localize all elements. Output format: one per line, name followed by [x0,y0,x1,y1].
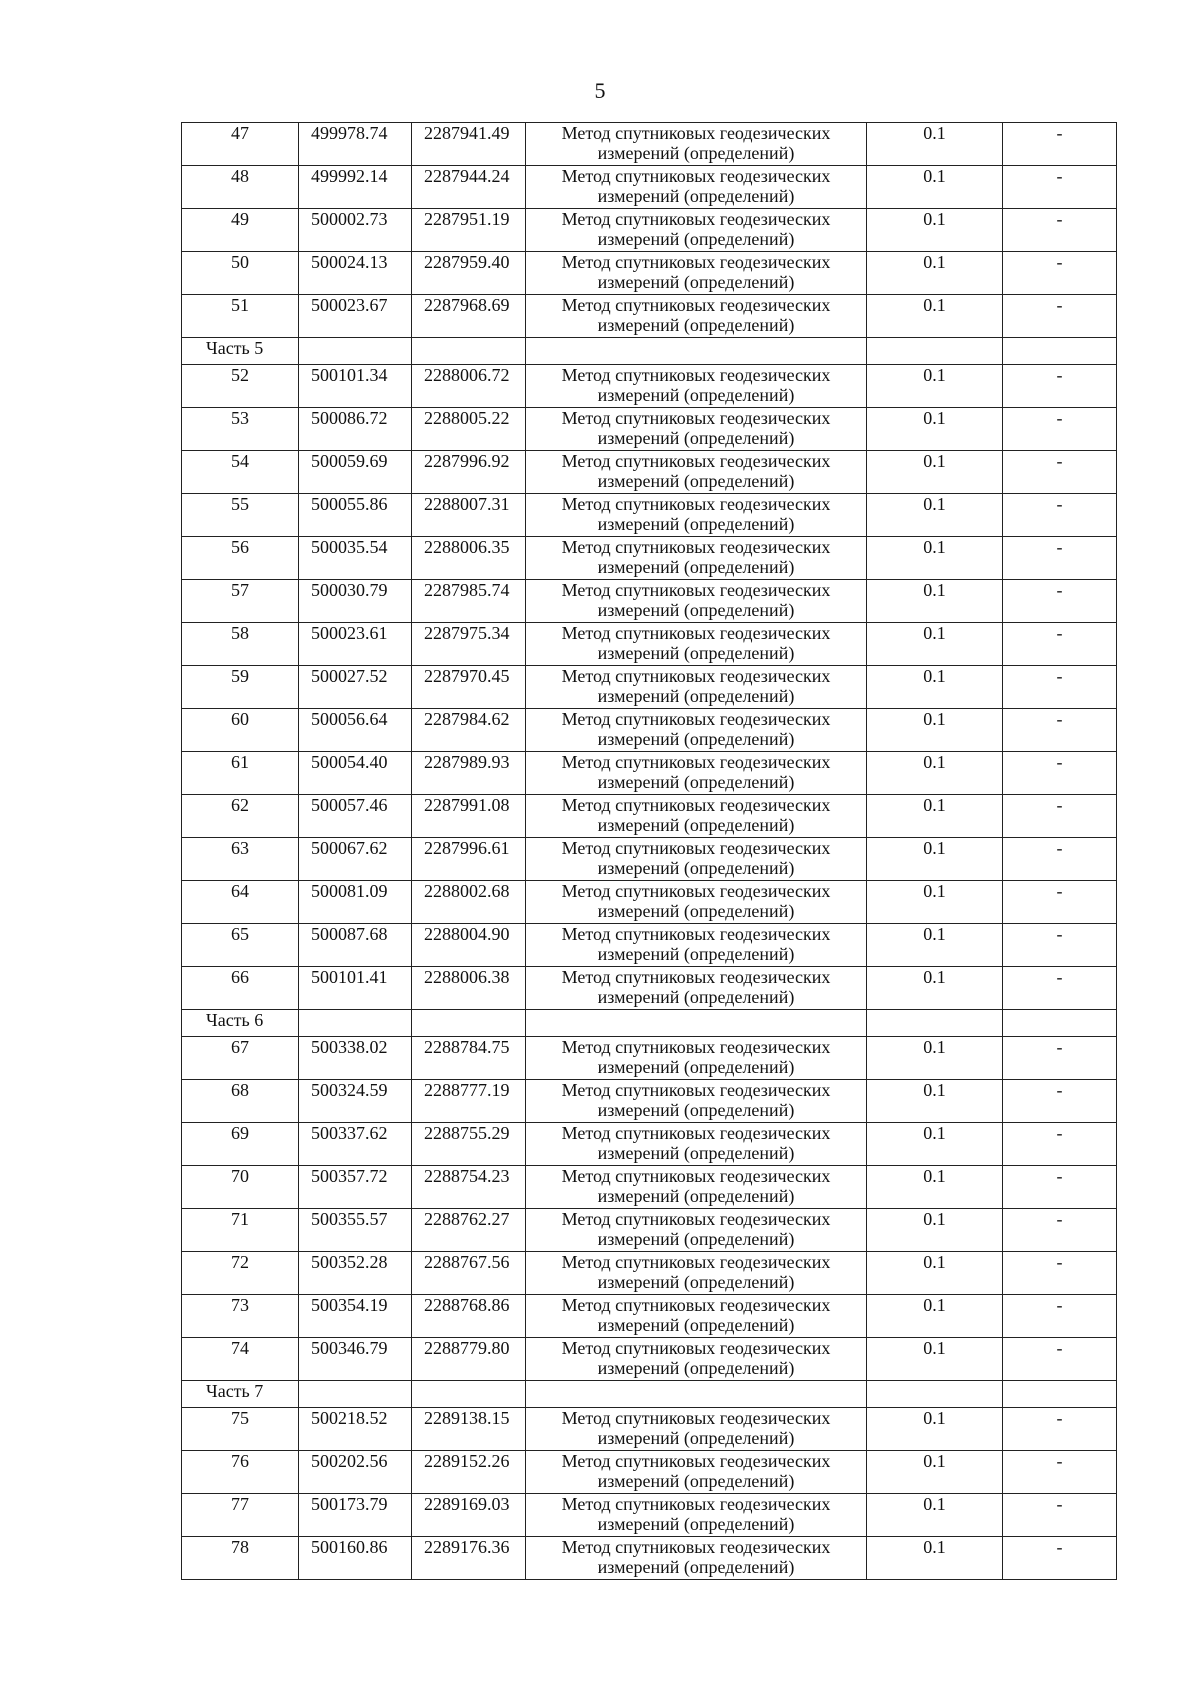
x-coordinate-cell: 500354.19 [299,1295,412,1338]
y-coordinate-cell: 2287985.74 [412,580,526,623]
method-cell: Метод спутниковых геодезических измерений (определений) [526,365,867,408]
table-row [182,1494,1117,1537]
table-row [182,408,1117,451]
part-empty-cell [299,338,412,365]
part-label: Часть 7 [182,1381,299,1408]
table-row [182,752,1117,795]
accuracy-cell: 0.1 [867,666,1003,709]
y-coordinate-cell: 2288004.90 [412,924,526,967]
accuracy-cell: 0.1 [867,838,1003,881]
table-row [182,1252,1117,1295]
x-coordinate-cell: 500337.62 [299,1123,412,1166]
x-coordinate-cell: 500101.34 [299,365,412,408]
accuracy-cell: 0.1 [867,1252,1003,1295]
accuracy-cell: 0.1 [867,252,1003,295]
part-empty-cell [526,338,867,365]
point-number-cell: 64 [182,881,299,924]
table-row [182,1037,1117,1080]
y-coordinate-cell: 2289176.36 [412,1537,526,1580]
description-cell: - [1003,795,1117,838]
method-cell: Метод спутниковых геодезических измерений (определений) [526,795,867,838]
x-coordinate-cell: 500081.09 [299,881,412,924]
method-cell: Метод спутниковых геодезических измерений (определений) [526,408,867,451]
table-row [182,795,1117,838]
accuracy-cell: 0.1 [867,795,1003,838]
method-cell: Метод спутниковых геодезических измерений (определений) [526,752,867,795]
x-coordinate-cell: 500067.62 [299,838,412,881]
table-row [182,1451,1117,1494]
coordinates-table-body [182,123,1117,1580]
part-empty-cell [1003,1010,1117,1037]
description-cell: - [1003,123,1117,166]
y-coordinate-cell: 2287975.34 [412,623,526,666]
part-empty-cell [526,1381,867,1408]
point-number-cell: 74 [182,1338,299,1381]
part-header-row [182,1381,1117,1408]
x-coordinate-cell: 500324.59 [299,1080,412,1123]
y-coordinate-cell: 2287996.61 [412,838,526,881]
y-coordinate-cell: 2288768.86 [412,1295,526,1338]
description-cell: - [1003,365,1117,408]
coordinates-table [181,122,1117,1580]
x-coordinate-cell: 500160.86 [299,1537,412,1580]
method-cell: Метод спутниковых геодезических измерений (определений) [526,1295,867,1338]
x-coordinate-cell: 500087.68 [299,924,412,967]
part-empty-cell [412,1010,526,1037]
table-row [182,209,1117,252]
table-row [182,451,1117,494]
x-coordinate-cell: 500030.79 [299,580,412,623]
point-number-cell: 50 [182,252,299,295]
description-cell: - [1003,881,1117,924]
point-number-cell: 71 [182,1209,299,1252]
x-coordinate-cell: 500346.79 [299,1338,412,1381]
table-row [182,1123,1117,1166]
accuracy-cell: 0.1 [867,365,1003,408]
table-row [182,666,1117,709]
method-cell: Метод спутниковых геодезических измерений (определений) [526,1338,867,1381]
y-coordinate-cell: 2287970.45 [412,666,526,709]
method-cell: Метод спутниковых геодезических измерений (определений) [526,1123,867,1166]
description-cell: - [1003,1252,1117,1295]
description-cell: - [1003,1295,1117,1338]
description-cell: - [1003,1451,1117,1494]
x-coordinate-cell: 500056.64 [299,709,412,752]
description-cell: - [1003,295,1117,338]
y-coordinate-cell: 2289152.26 [412,1451,526,1494]
description-cell: - [1003,1494,1117,1537]
description-cell: - [1003,408,1117,451]
part-empty-cell [867,1010,1003,1037]
method-cell: Метод спутниковых геодезических измерений (определений) [526,1080,867,1123]
y-coordinate-cell: 2288006.35 [412,537,526,580]
y-coordinate-cell: 2287996.92 [412,451,526,494]
accuracy-cell: 0.1 [867,1338,1003,1381]
part-header-row [182,338,1117,365]
accuracy-cell: 0.1 [867,709,1003,752]
table-row [182,1408,1117,1451]
accuracy-cell: 0.1 [867,1037,1003,1080]
point-number-cell: 61 [182,752,299,795]
x-coordinate-cell: 500035.54 [299,537,412,580]
point-number-cell: 65 [182,924,299,967]
point-number-cell: 78 [182,1537,299,1580]
point-number-cell: 63 [182,838,299,881]
y-coordinate-cell: 2288784.75 [412,1037,526,1080]
x-coordinate-cell: 500059.69 [299,451,412,494]
table-row [182,838,1117,881]
table-row [182,252,1117,295]
point-number-cell: 75 [182,1408,299,1451]
description-cell: - [1003,709,1117,752]
accuracy-cell: 0.1 [867,123,1003,166]
table-row [182,881,1117,924]
description-cell: - [1003,1037,1117,1080]
y-coordinate-cell: 2289169.03 [412,1494,526,1537]
description-cell: - [1003,209,1117,252]
accuracy-cell: 0.1 [867,1209,1003,1252]
description-cell: - [1003,752,1117,795]
point-number-cell: 53 [182,408,299,451]
point-number-cell: 52 [182,365,299,408]
point-number-cell: 68 [182,1080,299,1123]
y-coordinate-cell: 2287941.49 [412,123,526,166]
table-row [182,1209,1117,1252]
description-cell: - [1003,623,1117,666]
part-empty-cell [412,1381,526,1408]
method-cell: Метод спутниковых геодезических измерений (определений) [526,123,867,166]
y-coordinate-cell: 2288779.80 [412,1338,526,1381]
point-number-cell: 58 [182,623,299,666]
description-cell: - [1003,252,1117,295]
x-coordinate-cell: 500027.52 [299,666,412,709]
x-coordinate-cell: 500355.57 [299,1209,412,1252]
x-coordinate-cell: 499978.74 [299,123,412,166]
point-number-cell: 48 [182,166,299,209]
accuracy-cell: 0.1 [867,967,1003,1010]
accuracy-cell: 0.1 [867,752,1003,795]
table-row [182,709,1117,752]
accuracy-cell: 0.1 [867,1494,1003,1537]
accuracy-cell: 0.1 [867,881,1003,924]
description-cell: - [1003,451,1117,494]
description-cell: - [1003,1338,1117,1381]
method-cell: Метод спутниковых геодезических измерений (определений) [526,166,867,209]
method-cell: Метод спутниковых геодезических измерений (определений) [526,1451,867,1494]
method-cell: Метод спутниковых геодезических измерений (определений) [526,494,867,537]
y-coordinate-cell: 2288767.56 [412,1252,526,1295]
y-coordinate-cell: 2287984.62 [412,709,526,752]
part-empty-cell [867,338,1003,365]
method-cell: Метод спутниковых геодезических измерений (определений) [526,295,867,338]
y-coordinate-cell: 2287991.08 [412,795,526,838]
method-cell: Метод спутниковых геодезических измерений (определений) [526,537,867,580]
table-row [182,1166,1117,1209]
point-number-cell: 77 [182,1494,299,1537]
x-coordinate-cell: 500054.40 [299,752,412,795]
accuracy-cell: 0.1 [867,580,1003,623]
accuracy-cell: 0.1 [867,1080,1003,1123]
method-cell: Метод спутниковых геодезических измерений (определений) [526,1537,867,1580]
accuracy-cell: 0.1 [867,1451,1003,1494]
description-cell: - [1003,1209,1117,1252]
y-coordinate-cell: 2288755.29 [412,1123,526,1166]
description-cell: - [1003,838,1117,881]
method-cell: Метод спутниковых геодезических измерений (определений) [526,1408,867,1451]
y-coordinate-cell: 2287989.93 [412,752,526,795]
accuracy-cell: 0.1 [867,295,1003,338]
description-cell: - [1003,1080,1117,1123]
y-coordinate-cell: 2288754.23 [412,1166,526,1209]
method-cell: Метод спутниковых геодезических измерений (определений) [526,209,867,252]
part-empty-cell [412,338,526,365]
method-cell: Метод спутниковых геодезических измерений (определений) [526,451,867,494]
accuracy-cell: 0.1 [867,1295,1003,1338]
table-row [182,967,1117,1010]
x-coordinate-cell: 500057.46 [299,795,412,838]
description-cell: - [1003,1408,1117,1451]
accuracy-cell: 0.1 [867,408,1003,451]
description-cell: - [1003,537,1117,580]
point-number-cell: 51 [182,295,299,338]
y-coordinate-cell: 2287944.24 [412,166,526,209]
y-coordinate-cell: 2289138.15 [412,1408,526,1451]
part-label: Часть 6 [182,1010,299,1037]
x-coordinate-cell: 500086.72 [299,408,412,451]
method-cell: Метод спутниковых геодезических измерений (определений) [526,1252,867,1295]
accuracy-cell: 0.1 [867,1408,1003,1451]
method-cell: Метод спутниковых геодезических измерений (определений) [526,838,867,881]
y-coordinate-cell: 2288777.19 [412,1080,526,1123]
x-coordinate-cell: 500024.13 [299,252,412,295]
table-row [182,123,1117,166]
y-coordinate-cell: 2288005.22 [412,408,526,451]
x-coordinate-cell: 500023.61 [299,623,412,666]
x-coordinate-cell: 500055.86 [299,494,412,537]
table-row [182,924,1117,967]
x-coordinate-cell: 500002.73 [299,209,412,252]
method-cell: Метод спутниковых геодезических измерений (определений) [526,967,867,1010]
table-row [182,1080,1117,1123]
description-cell: - [1003,924,1117,967]
method-cell: Метод спутниковых геодезических измерений (определений) [526,924,867,967]
point-number-cell: 70 [182,1166,299,1209]
part-empty-cell [1003,338,1117,365]
method-cell: Метод спутниковых геодезических измерений (определений) [526,252,867,295]
method-cell: Метод спутниковых геодезических измерений (определений) [526,623,867,666]
point-number-cell: 59 [182,666,299,709]
x-coordinate-cell: 500023.67 [299,295,412,338]
point-number-cell: 67 [182,1037,299,1080]
point-number-cell: 57 [182,580,299,623]
x-coordinate-cell: 500101.41 [299,967,412,1010]
part-empty-cell [526,1010,867,1037]
description-cell: - [1003,166,1117,209]
accuracy-cell: 0.1 [867,1123,1003,1166]
part-empty-cell [299,1010,412,1037]
point-number-cell: 69 [182,1123,299,1166]
point-number-cell: 62 [182,795,299,838]
description-cell: - [1003,666,1117,709]
method-cell: Метод спутниковых геодезических измерений (определений) [526,1037,867,1080]
part-empty-cell [299,1381,412,1408]
table-row [182,580,1117,623]
part-empty-cell [867,1381,1003,1408]
accuracy-cell: 0.1 [867,924,1003,967]
method-cell: Метод спутниковых геодезических измерений (определений) [526,1494,867,1537]
table-row [182,166,1117,209]
part-header-row [182,1010,1117,1037]
description-cell: - [1003,1537,1117,1580]
description-cell: - [1003,1123,1117,1166]
point-number-cell: 60 [182,709,299,752]
description-cell: - [1003,967,1117,1010]
accuracy-cell: 0.1 [867,1166,1003,1209]
accuracy-cell: 0.1 [867,1537,1003,1580]
y-coordinate-cell: 2287968.69 [412,295,526,338]
accuracy-cell: 0.1 [867,494,1003,537]
x-coordinate-cell: 500218.52 [299,1408,412,1451]
accuracy-cell: 0.1 [867,451,1003,494]
table-row [182,365,1117,408]
accuracy-cell: 0.1 [867,209,1003,252]
part-empty-cell [1003,1381,1117,1408]
point-number-cell: 56 [182,537,299,580]
method-cell: Метод спутниковых геодезических измерений (определений) [526,1166,867,1209]
table-row [182,537,1117,580]
table-row [182,494,1117,537]
x-coordinate-cell: 500173.79 [299,1494,412,1537]
point-number-cell: 73 [182,1295,299,1338]
point-number-cell: 47 [182,123,299,166]
accuracy-cell: 0.1 [867,623,1003,666]
table-row [182,295,1117,338]
point-number-cell: 55 [182,494,299,537]
point-number-cell: 66 [182,967,299,1010]
y-coordinate-cell: 2287951.19 [412,209,526,252]
accuracy-cell: 0.1 [867,537,1003,580]
page-number: 5 [594,78,606,103]
method-cell: Метод спутниковых геодезических измерений (определений) [526,666,867,709]
x-coordinate-cell: 500352.28 [299,1252,412,1295]
y-coordinate-cell: 2287959.40 [412,252,526,295]
table-row [182,1338,1117,1381]
table-row [182,1295,1117,1338]
description-cell: - [1003,494,1117,537]
x-coordinate-cell: 500202.56 [299,1451,412,1494]
method-cell: Метод спутниковых геодезических измерений (определений) [526,881,867,924]
method-cell: Метод спутниковых геодезических измерений (определений) [526,580,867,623]
part-label: Часть 5 [182,338,299,365]
x-coordinate-cell: 500357.72 [299,1166,412,1209]
y-coordinate-cell: 2288762.27 [412,1209,526,1252]
point-number-cell: 76 [182,1451,299,1494]
x-coordinate-cell: 499992.14 [299,166,412,209]
table-row [182,1537,1117,1580]
description-cell: - [1003,1166,1117,1209]
method-cell: Метод спутниковых геодезических измерений (определений) [526,709,867,752]
y-coordinate-cell: 2288006.38 [412,967,526,1010]
point-number-cell: 54 [182,451,299,494]
point-number-cell: 49 [182,209,299,252]
y-coordinate-cell: 2288007.31 [412,494,526,537]
y-coordinate-cell: 2288002.68 [412,881,526,924]
x-coordinate-cell: 500338.02 [299,1037,412,1080]
y-coordinate-cell: 2288006.72 [412,365,526,408]
point-number-cell: 72 [182,1252,299,1295]
method-cell: Метод спутниковых геодезических измерений (определений) [526,1209,867,1252]
table-row [182,623,1117,666]
accuracy-cell: 0.1 [867,166,1003,209]
description-cell: - [1003,580,1117,623]
